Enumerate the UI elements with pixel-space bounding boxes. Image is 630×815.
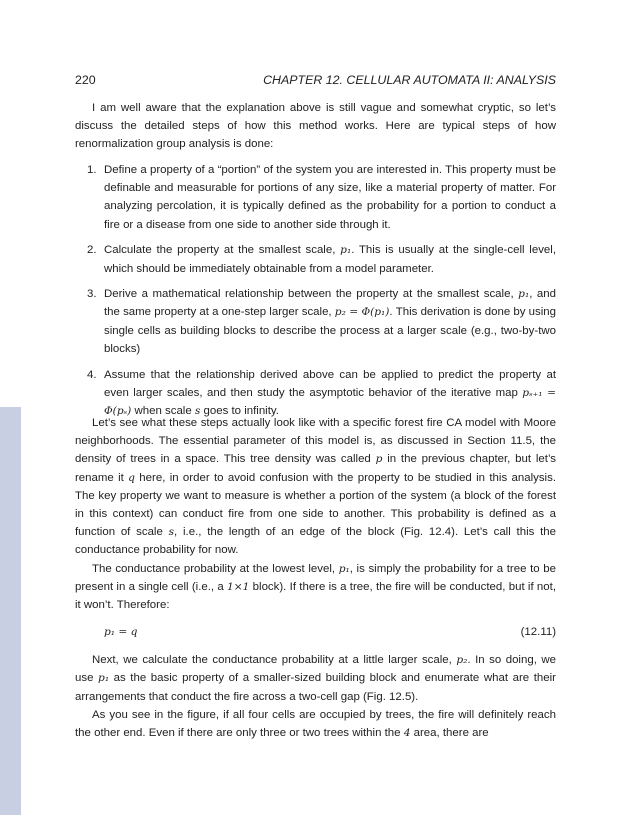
math-inline: p₂ = Φ(p₁)	[334, 306, 390, 319]
page-number: 220	[75, 73, 96, 87]
step-item	[75, 161, 556, 234]
step-text: . This is usually at the single-cell level, which should be immediately obtainable from a model parameter.	[104, 244, 556, 275]
steps-list	[75, 161, 556, 428]
math-inline: p₁	[338, 562, 350, 575]
math-inline: 4	[403, 727, 411, 740]
step-item	[75, 366, 556, 421]
math-inline: p	[375, 453, 383, 466]
equation-body: p₁ = q	[104, 626, 138, 639]
step-item	[75, 285, 556, 358]
step-text: Derive a mathematical relationship between the property at the smallest scale,	[104, 288, 519, 301]
step-text: Calculate the property at the smallest scale,	[104, 244, 341, 257]
step-item	[75, 241, 556, 277]
margin-color-band	[0, 407, 21, 815]
step-number: 3.	[87, 288, 97, 301]
step-text: Assume that the relationship derived above can be applied to predict the property at even larger scales, and then study the asymptotic behavior of the iterative map	[104, 368, 556, 399]
intro-paragraph: I am well aware that the explanation above is still vague and somewhat cryptic, so let’s discuss the detailed steps of how this method works. Here are typical steps of how renormalization group analysis is done:	[75, 102, 556, 151]
equation-number: (12.11)	[520, 626, 556, 639]
intro-section	[75, 99, 556, 154]
step-text: . This derivation is done by using single cells as building blocks to describe the process at a larger scale (e.g., two-by-two blocks)	[104, 306, 556, 355]
step-text: Define a property of a “portion” of the system you are interested in. This property must be definable and measurable for portions of any size, like a material property of matter. For analyzing percolation, it is typically defined as the probability for a portion to conduct a fire or a disease from one side to another side through it.	[104, 164, 556, 231]
step-text: when scale	[131, 404, 195, 417]
math-inline: q	[128, 471, 135, 484]
paragraph: The conductance probability at the lowest level, p₁, is simply the probability for a tree to be present in a single cell (i.e., a 1×1 block). If there is a tree, the fire will be conducted, but if not, it won’t. Therefore:	[75, 562, 556, 612]
chapter-title: CHAPTER 12. CELLULAR AUTOMATA II: ANALYSIS	[263, 73, 556, 87]
math-inline: 1×1	[227, 580, 250, 593]
step-number: 2.	[87, 244, 97, 257]
math-inline: p₁	[340, 244, 352, 257]
math-inline: p₁	[98, 672, 110, 685]
equation-display	[75, 623, 556, 641]
step-number: 4.	[87, 368, 97, 381]
paragraph: Let’s see what these steps actually look like with a specific forest fire CA model with Moore neighborhoods. The essential parameter of this model is, as discussed in Section 11.5, the density of trees in a space. This tree density was called p in the previous chapter, but let’s rename it q here, in order to avoid confusion with the property to be studied in this analysis. The key property we want to measure is whether a portion of the system (a block of the forest in this context) can conduct fire from one side to another. This probability is defined as a function of scale s, i.e., the length of an edge of the block (Fig. 12.4). Let’s call this the conductance probability for now.	[75, 417, 556, 557]
math-inline: p₂	[456, 654, 468, 667]
paragraph: Next, we calculate the conductance probability at a little larger scale, p₂. In so doing, we use p₁ as the basic property of a smaller-sized building block and enumerate what are their arrangements that conduct the fire across a two-cell gap (Fig. 12.5).	[75, 654, 556, 703]
running-header	[75, 73, 556, 91]
paragraph: As you see in the figure, if all four cells are occupied by trees, the fire will definitely reach the other end. Even if there are only three or two trees within the 4 area, there are	[75, 708, 556, 740]
step-number: 1.	[87, 164, 97, 176]
math-inline: s	[194, 404, 201, 417]
math-inline: p₁	[518, 288, 530, 301]
analysis-section	[75, 414, 556, 742]
step-text: , and the same property at a one-step larger scale,	[104, 288, 556, 319]
math-inline: s	[168, 526, 175, 539]
step-text: goes to infinity.	[200, 404, 279, 417]
math-inline: pₛ₊₁ = Φ(pₛ)	[104, 386, 556, 417]
